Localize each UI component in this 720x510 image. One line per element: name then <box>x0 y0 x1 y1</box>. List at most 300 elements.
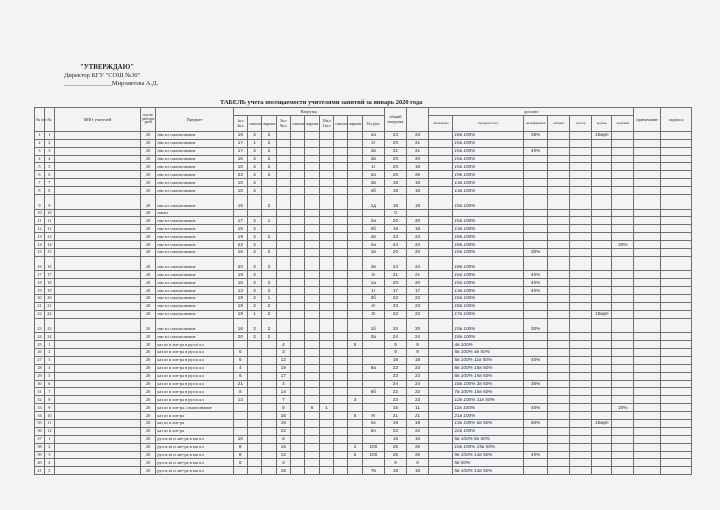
cell-v3 <box>348 295 362 303</box>
cell-subj: каз яз и лит-ра, самопознание <box>156 404 233 412</box>
cell-subj: нач кл самопознание <box>156 155 233 163</box>
cell-days: 20 <box>140 404 155 412</box>
cell-ob <box>429 131 453 139</box>
table-row <box>35 295 692 303</box>
cell-rem <box>634 155 660 163</box>
cell-l1: 8 <box>233 443 247 451</box>
cell-rem <box>634 179 660 187</box>
cell-tot: 18 <box>384 187 406 195</box>
cell-mas <box>570 420 592 428</box>
cell-l3 <box>319 302 333 310</box>
cell-n: 21 <box>35 302 45 310</box>
cell-ob <box>429 396 453 404</box>
cell-q: 40% <box>524 279 548 287</box>
cell-sig <box>660 348 691 356</box>
cell-tot: 17 <box>384 287 406 295</box>
cell-l2 <box>276 333 290 341</box>
cell-v1 <box>262 372 276 380</box>
cell-s2 <box>291 348 305 356</box>
cell-l3 <box>319 388 333 396</box>
cell-sig <box>660 248 691 256</box>
cell-kab <box>548 256 570 271</box>
cell-q <box>524 302 548 310</box>
cell-l2 <box>276 233 290 241</box>
table-row <box>35 139 692 147</box>
cell-k: 6 <box>44 380 54 388</box>
cell-n: 4 <box>35 155 45 163</box>
cell-fio <box>54 279 140 287</box>
cell-p: 18в 100% <box>453 131 524 139</box>
cell-kr: 1г <box>362 163 384 171</box>
cell-kru <box>592 287 612 295</box>
cell-r <box>612 233 634 241</box>
cell-p: 15в 100% <box>453 163 524 171</box>
cell-sig <box>660 171 691 179</box>
cell-s1: 2 <box>248 287 262 295</box>
cell-d: 23 <box>407 396 429 404</box>
cell-s3 <box>334 256 348 271</box>
cell-v1: 2 <box>262 233 276 241</box>
cell-mas <box>570 171 592 179</box>
cell-kab <box>548 233 570 241</box>
cell-kab <box>548 179 570 187</box>
cell-kru <box>592 295 612 303</box>
cell-tot: 18 <box>384 467 406 475</box>
cell-tot: 24 <box>384 256 406 271</box>
cell-ob <box>429 318 453 333</box>
cell-kab <box>548 364 570 372</box>
cell-d: 20 <box>407 217 429 225</box>
table-row <box>35 147 692 155</box>
cell-d: 19 <box>407 420 429 428</box>
cell-s1 <box>248 420 262 428</box>
col-header-total-hours: общий нагрузка <box>384 108 406 132</box>
cell-v3 <box>348 364 362 372</box>
cell-fio <box>54 380 140 388</box>
cell-n: 29 <box>35 372 45 380</box>
cell-p: 16в 100% <box>453 295 524 303</box>
cell-ob <box>429 380 453 388</box>
cell-k: 2 <box>44 139 54 147</box>
cell-ob <box>429 459 453 467</box>
cell-kru <box>592 147 612 155</box>
cell-v3 <box>348 131 362 139</box>
cell-d: 21 <box>407 412 429 420</box>
cell-s3 <box>334 443 348 451</box>
cell-v3: 5 <box>348 412 362 420</box>
cell-s2 <box>291 435 305 443</box>
cell-v2 <box>305 195 319 210</box>
cell-subj: каз яз и лит-ра в русск кл <box>156 364 233 372</box>
cell-tot: 26 <box>384 171 406 179</box>
cell-l1 <box>233 404 247 412</box>
cell-s1 <box>248 459 262 467</box>
cell-r <box>612 139 634 147</box>
cell-v3 <box>348 139 362 147</box>
cell-ob <box>429 420 453 428</box>
cell-days: 20 <box>140 241 155 249</box>
table-row <box>35 179 692 187</box>
cell-q <box>524 412 548 420</box>
cell-r <box>612 427 634 435</box>
cell-ob <box>429 333 453 341</box>
cell-s3 <box>334 295 348 303</box>
cell-kr: 10б <box>362 443 384 451</box>
table-row <box>35 451 692 459</box>
cell-mas <box>570 163 592 171</box>
cell-s2 <box>291 302 305 310</box>
cell-ob <box>429 163 453 171</box>
table-row <box>35 388 692 396</box>
cell-s2 <box>291 380 305 388</box>
cell-v3 <box>348 427 362 435</box>
cell-s3 <box>334 271 348 279</box>
cell-l3 <box>319 396 333 404</box>
cell-v3 <box>348 420 362 428</box>
cell-r <box>612 412 634 420</box>
cell-s3 <box>334 187 348 195</box>
cell-tot: 23 <box>384 131 406 139</box>
cell-sig <box>660 233 691 241</box>
table-row <box>35 248 692 256</box>
cell-l2 <box>276 195 290 210</box>
cell-d: 23 <box>407 131 429 139</box>
cell-l1: 17 <box>233 147 247 155</box>
cell-p: 7в 100% 15в 50% <box>453 388 524 396</box>
cell-days: 20 <box>140 427 155 435</box>
cell-q <box>524 396 548 404</box>
cell-v2 <box>305 225 319 233</box>
table-row <box>35 163 692 171</box>
cell-v2 <box>305 271 319 279</box>
cell-s3 <box>334 341 348 349</box>
cell-kr <box>362 209 384 217</box>
cell-ob <box>429 248 453 256</box>
cell-s1 <box>248 372 262 380</box>
cell-kr: 4г <box>362 271 384 279</box>
cell-s3 <box>334 131 348 139</box>
table-row <box>35 364 692 372</box>
cell-n: 2 <box>35 139 45 147</box>
col-header-load-5: вариат <box>305 115 319 131</box>
cell-sig <box>660 225 691 233</box>
cell-mas <box>570 302 592 310</box>
cell-p: 22в 100% <box>453 427 524 435</box>
col-header-load-4: самооп <box>291 115 305 131</box>
cell-tot: 20 <box>384 217 406 225</box>
cell-mas <box>570 364 592 372</box>
cell-fio <box>54 420 140 428</box>
col-header-days: кол-во рабочих дней <box>140 108 155 132</box>
cell-rem <box>634 451 660 459</box>
cell-ob <box>429 364 453 372</box>
cell-v3 <box>348 271 362 279</box>
cell-v3 <box>348 435 362 443</box>
cell-q <box>524 364 548 372</box>
col-header-remarks: примечание <box>634 108 660 132</box>
cell-fio <box>54 467 140 475</box>
cell-q <box>524 187 548 195</box>
cell-s1: 2 <box>248 187 262 195</box>
cell-s2 <box>291 404 305 412</box>
cell-sig <box>660 209 691 217</box>
cell-rem <box>634 248 660 256</box>
cell-kr: 4а <box>362 131 384 139</box>
cell-v2 <box>305 131 319 139</box>
cell-kab <box>548 187 570 195</box>
cell-s3 <box>334 209 348 217</box>
cell-rem <box>634 427 660 435</box>
cell-s3 <box>334 310 348 318</box>
cell-p: 13в 100% <box>453 287 524 295</box>
cell-kab <box>548 443 570 451</box>
cell-v3 <box>348 225 362 233</box>
cell-q <box>524 388 548 396</box>
cell-l1: 13 <box>233 287 247 295</box>
cell-subj: нач кл самопознание <box>156 256 233 271</box>
cell-n: 12 <box>35 225 45 233</box>
cell-rem <box>634 396 660 404</box>
cell-l1: 6 <box>233 372 247 380</box>
cell-tot: 23 <box>384 396 406 404</box>
cell-s3 <box>334 233 348 241</box>
cell-s2 <box>291 467 305 475</box>
cell-v1: 2 <box>262 248 276 256</box>
cell-rem <box>634 131 660 139</box>
cell-days: 20 <box>140 287 155 295</box>
cell-s3 <box>334 356 348 364</box>
cell-s1: 2 <box>248 318 262 333</box>
cell-kru <box>592 256 612 271</box>
cell-v1 <box>262 451 276 459</box>
cell-kr: 3а <box>362 171 384 179</box>
cell-l1 <box>233 341 247 349</box>
table-row <box>35 396 692 404</box>
cell-rem <box>634 333 660 341</box>
cell-s1 <box>248 396 262 404</box>
cell-v3 <box>348 333 362 341</box>
cell-q: 35% <box>524 131 548 139</box>
cell-sig <box>660 427 691 435</box>
cell-r <box>612 467 634 475</box>
cell-days: 20 <box>140 388 155 396</box>
cell-days: 20 <box>140 225 155 233</box>
cell-r <box>612 171 634 179</box>
cell-d: 20 <box>407 279 429 287</box>
cell-l3 <box>319 380 333 388</box>
cell-fio <box>54 187 140 195</box>
cell-sig <box>660 467 691 475</box>
cell-k: 7 <box>44 388 54 396</box>
cell-v2 <box>305 287 319 295</box>
cell-k: 5 <box>44 467 54 475</box>
cell-d: 20 <box>407 155 429 163</box>
cell-l3 <box>319 412 333 420</box>
cell-rem <box>634 256 660 271</box>
cell-r <box>612 318 634 333</box>
cell-tot: 20 <box>384 155 406 163</box>
cell-mas <box>570 279 592 287</box>
cell-s1: 2 <box>248 131 262 139</box>
cell-p: 13в 100% 6в 50% <box>453 420 524 428</box>
cell-ob <box>429 295 453 303</box>
cell-q <box>524 195 548 210</box>
cell-ob <box>429 209 453 217</box>
cell-days: 20 <box>140 217 155 225</box>
cell-kr <box>362 348 384 356</box>
cell-days: 20 <box>140 459 155 467</box>
cell-tot: 22 <box>384 388 406 396</box>
cell-d: 22 <box>407 310 429 318</box>
cell-subj: нач кл самопознание <box>156 241 233 249</box>
cell-fio <box>54 372 140 380</box>
cell-kab <box>548 248 570 256</box>
cell-s3 <box>334 396 348 404</box>
cell-l3 <box>319 131 333 139</box>
header-row-1 <box>35 108 692 116</box>
cell-n: 15 <box>35 248 45 256</box>
cell-d: 21 <box>407 139 429 147</box>
cell-l1 <box>233 209 247 217</box>
cell-q: 40% <box>524 271 548 279</box>
cell-l2: 3 <box>276 348 290 356</box>
cell-s1: 2 <box>248 295 262 303</box>
cell-n: 25 <box>35 341 45 349</box>
cell-q <box>524 225 548 233</box>
cell-kr <box>362 435 384 443</box>
cell-n: 39 <box>35 451 45 459</box>
cell-d: 21 <box>407 147 429 155</box>
cell-r <box>612 131 634 139</box>
cell-subj: нач кл самопознание <box>156 187 233 195</box>
cell-s3 <box>334 147 348 155</box>
cell-l2: 4 <box>276 341 290 349</box>
cell-k: 3 <box>44 356 54 364</box>
cell-s1: 2 <box>248 241 262 249</box>
cell-v1 <box>262 459 276 467</box>
cell-r <box>612 217 634 225</box>
cell-ob <box>429 443 453 451</box>
cell-s1: 2 <box>248 256 262 271</box>
cell-r <box>612 179 634 187</box>
cell-l2: 7 <box>276 396 290 404</box>
cell-v2 <box>305 147 319 155</box>
cell-ob <box>429 388 453 396</box>
cell-sig <box>660 256 691 271</box>
cell-kr <box>362 341 384 349</box>
cell-v2 <box>305 310 319 318</box>
cell-n: 16 <box>35 256 45 271</box>
cell-l1: 16 <box>233 187 247 195</box>
cell-s2 <box>291 388 305 396</box>
table-row <box>35 404 692 412</box>
cell-subj: нач кл самопознание <box>156 279 233 287</box>
cell-fio <box>54 163 140 171</box>
cell-r <box>612 187 634 195</box>
cell-sig <box>660 147 691 155</box>
approval-stamp-heading: "УТВЕРЖДАЮ" <box>80 64 135 71</box>
cell-q <box>524 372 548 380</box>
cell-s3 <box>334 420 348 428</box>
cell-q <box>524 209 548 217</box>
cell-v2 <box>305 412 319 420</box>
cell-v2 <box>305 451 319 459</box>
cell-rem <box>634 233 660 241</box>
cell-rem <box>634 443 660 451</box>
cell-kru <box>592 388 612 396</box>
col-header-load-3: 5кл 9кл <box>276 115 290 131</box>
cell-mas <box>570 372 592 380</box>
col-header-extra-4: мастер <box>570 115 592 131</box>
cell-l3 <box>319 295 333 303</box>
cell-kab <box>548 279 570 287</box>
cell-s1 <box>248 356 262 364</box>
table-row <box>35 348 692 356</box>
cell-sig <box>660 451 691 459</box>
cell-ob <box>429 404 453 412</box>
cell-rem <box>634 217 660 225</box>
table-row <box>35 131 692 139</box>
cell-subj: каз яз и лит-ра в русск кл <box>156 356 233 364</box>
cell-kab <box>548 427 570 435</box>
cell-kr: 4г <box>362 302 384 310</box>
cell-p: 15в 100% <box>453 217 524 225</box>
cell-k: 3 <box>44 147 54 155</box>
cell-p: 18в 100% <box>453 302 524 310</box>
cell-v3: 5 <box>348 341 362 349</box>
cell-l1: 19 <box>233 131 247 139</box>
cell-mas <box>570 467 592 475</box>
cell-tot: 22 <box>384 427 406 435</box>
cell-k: 12 <box>44 427 54 435</box>
cell-v2 <box>305 171 319 179</box>
cell-s3 <box>334 248 348 256</box>
cell-s1: 2 <box>248 171 262 179</box>
cell-r <box>612 195 634 210</box>
cell-r <box>612 295 634 303</box>
cell-l3 <box>319 348 333 356</box>
cell-ob <box>429 225 453 233</box>
cell-v2 <box>305 435 319 443</box>
cell-days: 20 <box>140 333 155 341</box>
table-row <box>35 341 692 349</box>
cell-l3 <box>319 427 333 435</box>
cell-tot: 22 <box>384 295 406 303</box>
cell-s3 <box>334 163 348 171</box>
cell-r <box>612 364 634 372</box>
cell-l2 <box>276 302 290 310</box>
cell-l2 <box>276 163 290 171</box>
cell-days: 20 <box>140 256 155 271</box>
cell-l1: 8 <box>233 451 247 459</box>
cell-v3 <box>348 356 362 364</box>
cell-sig <box>660 364 691 372</box>
cell-kab <box>548 171 570 179</box>
cell-l1: 8 <box>233 388 247 396</box>
cell-s1 <box>248 427 262 435</box>
cell-v1 <box>262 187 276 195</box>
cell-s3 <box>334 380 348 388</box>
cell-kr: 6н <box>362 427 384 435</box>
cell-rem <box>634 435 660 443</box>
cell-rem <box>634 380 660 388</box>
table-row <box>35 467 692 475</box>
cell-l1 <box>233 412 247 420</box>
cell-k: 5 <box>44 372 54 380</box>
cell-sig <box>660 163 691 171</box>
cell-v2 <box>305 388 319 396</box>
cell-v1 <box>262 380 276 388</box>
